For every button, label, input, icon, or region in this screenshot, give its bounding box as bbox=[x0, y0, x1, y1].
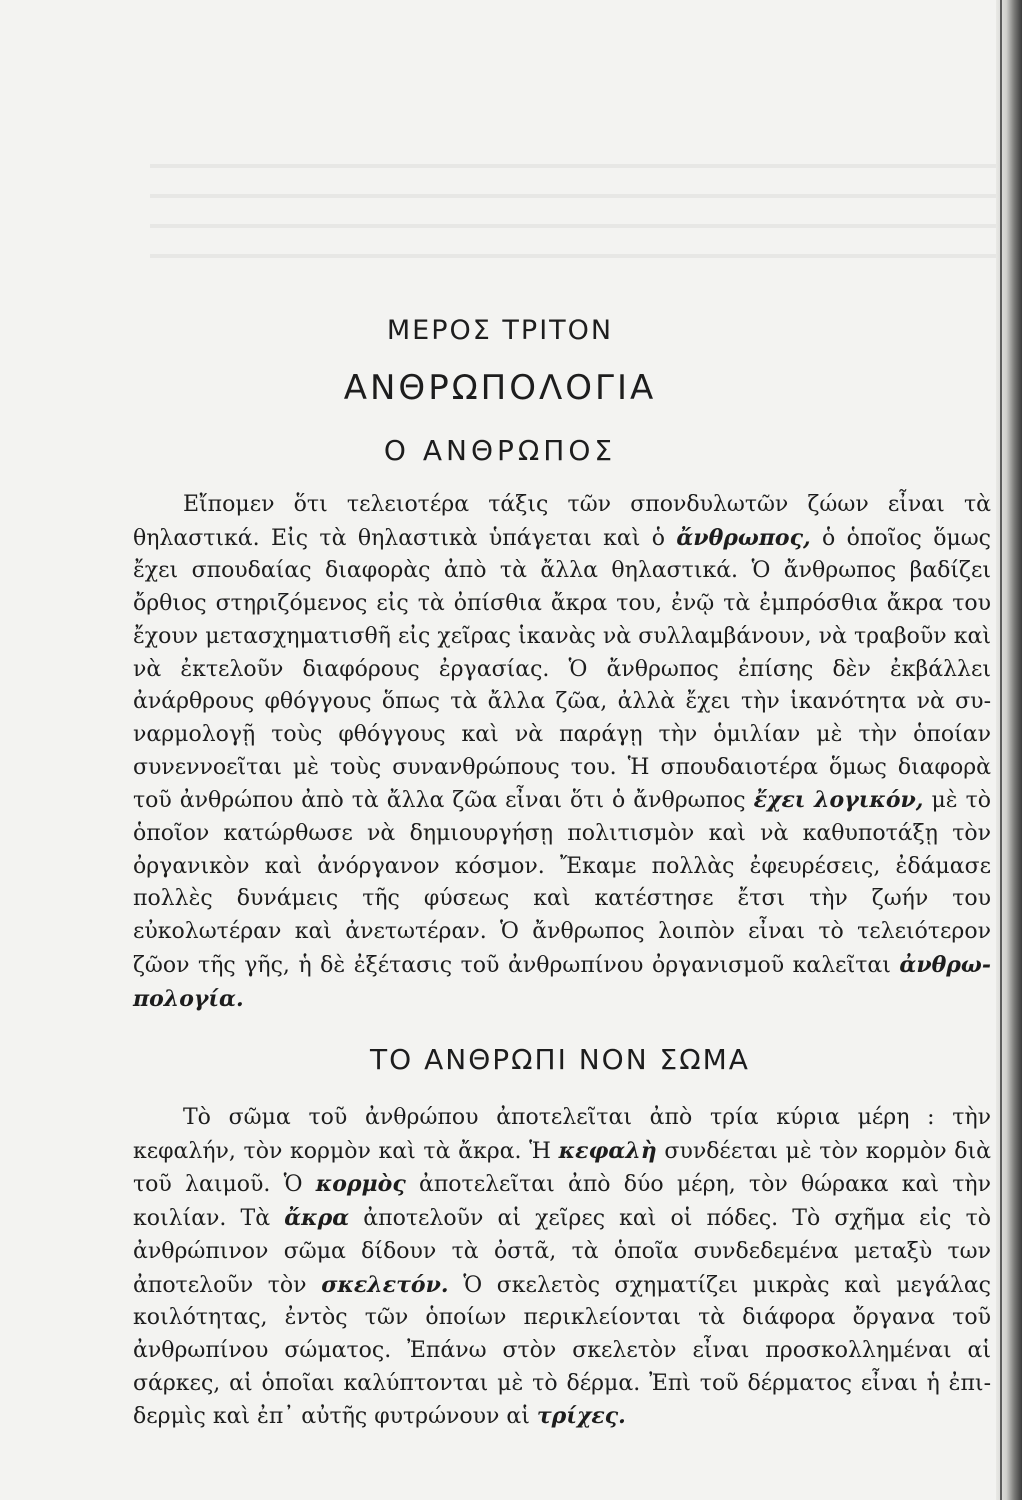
text-run: μὲ τὸ ὁποῖον κατώρθωσε νὰ δημιουργήσῃ πολιτισμὸν καὶ νὰ καθυποτάξῃ τὸν ὀργανικὸν καὶ ἀνόργανον κόσμον. Ἔκαμε πολλὰς ἐφευρέσεις, ἐδάμασε πολλὲς δυνάμεις τῆς φύσεως καὶ κατέστησε ἔτσι τὴν ζωήν του εὐκολωτέραν καὶ ἀνετωτέραν. Ὁ ἄνθρωπος λοιπὸν εἶναι τὸ τελειότερον ζῶον τῆς γῆς, ἡ δὲ ἐξέτασις τοῦ ἀνθρωπίνου ὀργανισμοῦ καλεῖται bbox=[133, 788, 991, 978]
binding-edge bbox=[996, 0, 1022, 1500]
emphasis-term: ἔχει λογικόν, bbox=[753, 787, 924, 814]
emphasis-term: ἄνθρωπος, bbox=[676, 524, 811, 551]
text-run: Ὁ σκελετὸς σχηματίζει μικρὰς καὶ μεγάλας κοιλότητας, ἐντὸς τῶν ὁποίων περικλείονται τὰ διάφορα ὄργανα τοῦ ἀνθρωπίνου σώματος. Ἐπάνω στὸν σκελετὸν εἶναι προσκολλημέναι αἱ σάρκες, αἱ ὁποῖαι καλύπτονται μὲ τὸ δέρμα. Ἐπὶ τοῦ δέρματος εἶναι ἡ ἐπιδερμὶς καὶ ἐπ᾿ αὐτῆς φυτρώνουν αἱ bbox=[133, 1272, 992, 1430]
intro-paragraph bbox=[133, 489, 991, 1016]
main-title: ΑΝΘΡΩΠΟΛΟΓΙΑ bbox=[343, 368, 657, 408]
emphasis-term: ἄκρα bbox=[284, 1205, 350, 1232]
text-run: ἀποτελοῦν αἱ χεῖρες καὶ οἱ πόδες. Τὸ σχῆμα εἰς τὸ ἀνθρώπινον σῶμα δίδουν τὰ ὀστᾶ, τὰ ὁποῖα συνδεδεμένα μεταξὺ των ἀποτελοῦν τὸν bbox=[133, 1206, 991, 1298]
text-run: Τὸ σῶμα τοῦ ἀνθρώπου ἀποτελεῖται ἀπὸ τρία κύρια μέρη : τὴν κεφαλήν, τὸν κορμὸν καὶ τὰ ἄκρα. Ἡ bbox=[133, 1105, 991, 1164]
text-run: Εἴπομεν ὅτι τελειοτέρα τάξις τῶν σπονδυλωτῶν ζώων εἶναι τὰ θηλαστικά. Εἰς τὰ θηλαστικὰ ὑπάγεται καὶ ὁ bbox=[133, 492, 991, 551]
emphasis-term: τρίχες. bbox=[536, 1403, 626, 1430]
part-title: ΜΕΡΟΣ ΤΡΙΤΟΝ bbox=[386, 315, 614, 346]
emphasis-term: σκελετόν. bbox=[321, 1271, 449, 1298]
text-run: ὁ ὁποῖος ὅμως ἔχει σπουδαίας διαφορὰς ἀπὸ τὰ ἄλλα θηλαστικά. Ὁ ἄνθρωπος βαδίζει ὄρθιος στηριζόμενος εἰς τὰ ὀπίσθια ἄκρα του, ἐνῷ τὰ ἐμπρόσθια ἄκρα του ἔχουν μετασχηματισθῆ εἰς χεῖρας ἱκανὰς νὰ συλλαμβάνουν, νὰ τραβοῦν καὶ νὰ ἐκτελοῦν διαφόρους ἐργασίας. Ὁ ἄνθρωπος ἐπίσης δὲν ἐκβάλλει ἀνάρθρους φθόγγους ὅπως τὰ ἄλλα ζῶα, ἀλλὰ ἔχει τὴν ἱκανότητα νὰ συναρμολογῇ τοὺς φθόγγους καὶ νὰ παράγῃ τὴν ὁμιλίαν μὲ τὴν ὁποίαν συνεννοεῖται μὲ τοὺς συνανθρώπους του. Ἡ σπουδαιοτέρα ὅμως διαφορὰ τοῦ ἀνθρώπου ἀπὸ τὰ ἄλλα ζῶα εἶναι ὅτι ὁ ἄνθρωπος bbox=[133, 525, 991, 814]
emphasis-term: κεφαλὴ bbox=[558, 1137, 657, 1164]
emphasis-term: ἀνθρωπολογία. bbox=[133, 951, 991, 1012]
body-paragraph bbox=[133, 1102, 991, 1434]
text-run: συνδέεται μὲ τὸν κορμὸν διὰ τοῦ λαιμοῦ. Ὁ bbox=[133, 1138, 991, 1198]
show-through-text bbox=[150, 150, 1000, 260]
section-title: ΤΟ ΑΝΘΡΩΠΙ ΝΟΝ ΣΩΜΑ bbox=[370, 1043, 750, 1076]
text-run: ἀποτελεῖται ἀπὸ δύο μέρη, τὸν θώρακα καὶ τὴν κοιλίαν. Τὰ bbox=[133, 1172, 991, 1232]
chapter-title: Ο ΑΝΘΡΩΠΟΣ bbox=[383, 434, 617, 467]
emphasis-term: κορμὸς bbox=[315, 1171, 406, 1198]
